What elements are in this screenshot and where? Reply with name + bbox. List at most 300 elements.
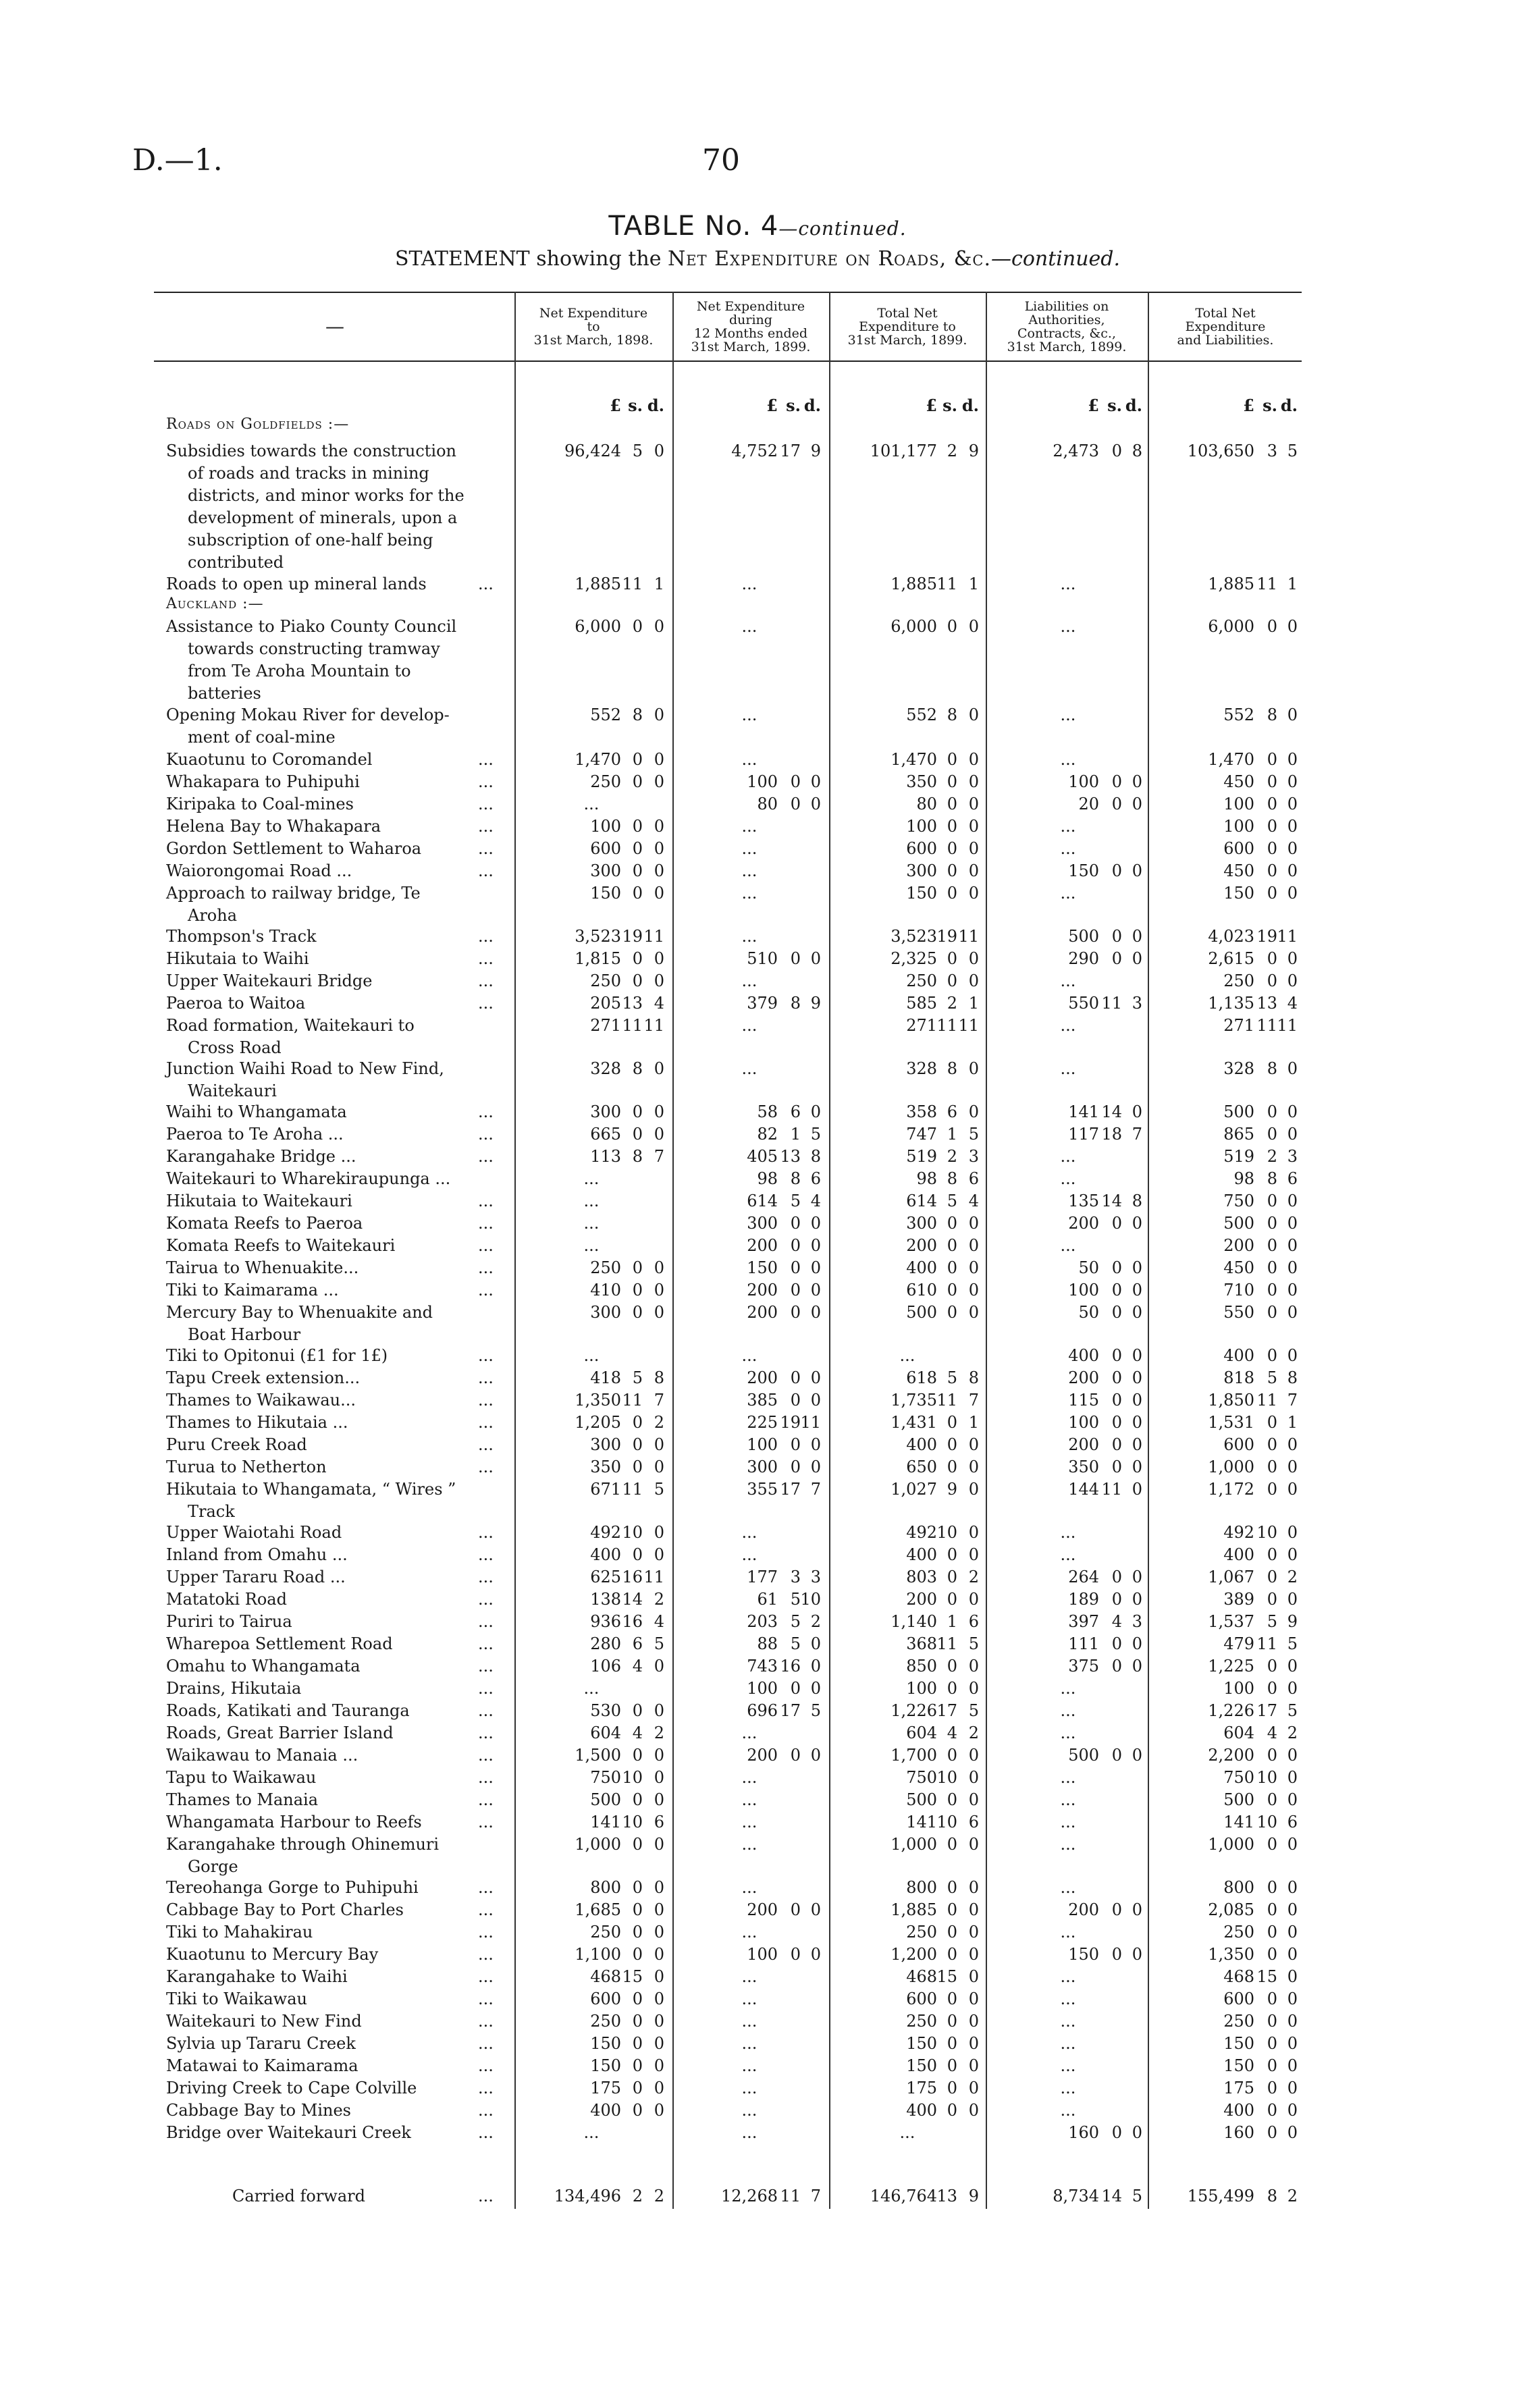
section-auckland: Auckland :— [166, 595, 264, 612]
col3-pounds: 610 [906, 1281, 937, 1300]
col5-pence: 5 [1287, 442, 1298, 460]
col5-pence: 1 [1287, 1413, 1298, 1432]
col5-pence: 0 [1287, 1923, 1298, 1942]
row-description: Helena Bay to Whakapara [166, 817, 381, 836]
col4-shillings: 0 [1111, 1746, 1122, 1765]
col3-shillings: 6 [947, 1102, 957, 1121]
col1-shillings: 0 [632, 1923, 643, 1942]
col4-nil: ... [1060, 884, 1076, 903]
col3-pence: 0 [968, 750, 979, 769]
col2-pence: 0 [810, 1102, 821, 1121]
col5-pounds: 200 [1223, 1236, 1254, 1255]
continuation-line: ment of coal-mine [188, 728, 336, 747]
col2-pence: 0 [810, 1900, 821, 1919]
col4-nil: ... [1060, 1059, 1076, 1078]
col4-nil: ... [1060, 2012, 1076, 2031]
col3-shillings: 0 [947, 2056, 957, 2075]
col3-shillings: 0 [947, 2034, 957, 2053]
col5-pounds: 2,615 [1208, 949, 1254, 968]
col4-nil: ... [1060, 1701, 1076, 1720]
col3-pence: 1 [968, 574, 979, 593]
col3-pence: 0 [968, 1435, 979, 1454]
col3-pounds: 803 [906, 1568, 937, 1586]
col5-shillings: 0 [1267, 1790, 1277, 1809]
total-col1-shillings: 2 [632, 2187, 643, 2205]
col1-shillings: 0 [632, 1258, 643, 1277]
col1-pounds: 800 [590, 1878, 621, 1897]
col5-pence: 0 [1287, 971, 1298, 990]
col4-nil: ... [1060, 2056, 1076, 2075]
col4-nil: ... [1060, 1989, 1076, 2008]
row-description: Komata Reefs to Paeroa [166, 1214, 363, 1233]
table-row [0, 1701, 1515, 1723]
col5-pounds: 500 [1223, 1102, 1254, 1121]
leader-dots: ... [478, 2123, 494, 2142]
leader-dots: ... [478, 2079, 494, 2097]
col3-shillings: 17 [936, 1701, 957, 1720]
col2-shillings: 1 [790, 1125, 801, 1144]
col4-pounds: 264 [1068, 1568, 1099, 1586]
table-row [0, 616, 1515, 639]
col4-shillings: 0 [1111, 1258, 1122, 1277]
col3-pounds: 3,523 [891, 927, 937, 946]
col1-shillings: 0 [632, 1457, 643, 1476]
col5-pence: 0 [1287, 1346, 1298, 1365]
table-title-main: TABLE No. 4 [608, 211, 779, 242]
col5-shillings: 11 [1256, 1391, 1277, 1410]
leader-dots: ... [478, 1346, 494, 1365]
col3-shillings: 0 [947, 1258, 957, 1277]
col4-pounds: 20 [1078, 795, 1099, 813]
col2-shillings: 16 [780, 1657, 801, 1676]
col3-shillings: 0 [947, 1281, 957, 1300]
col3-shillings: 5 [947, 1192, 957, 1210]
col1-pounds: 410 [590, 1281, 621, 1300]
col1-shillings: 0 [632, 2101, 643, 2120]
table-row [0, 1545, 1515, 1567]
col4-pence: 0 [1132, 1281, 1142, 1300]
col4-nil: ... [1060, 1169, 1076, 1188]
col5-shillings: 2 [1267, 1147, 1277, 1166]
col1-shillings: 5 [632, 1368, 643, 1387]
col1-shillings: 0 [632, 1878, 643, 1897]
col3-pounds: 100 [906, 817, 937, 836]
table-row [0, 1235, 1515, 1258]
col5-shillings: 0 [1267, 1435, 1277, 1454]
row-description: Tairua to Whenuakite... [166, 1258, 359, 1277]
row-description: Tiki to Mahakirau [166, 1923, 313, 1942]
col5-pence: 0 [1287, 1545, 1298, 1564]
col4-pence: 0 [1132, 1368, 1142, 1387]
col1-pounds: 400 [590, 2101, 621, 2120]
col3-pence: 0 [968, 1923, 979, 1942]
col1-shillings: 0 [632, 1746, 643, 1765]
col1-shillings: 0 [632, 949, 643, 968]
col4-pounds: 100 [1068, 1281, 1099, 1300]
col2-shillings: 0 [790, 949, 801, 968]
leader-dots: ... [478, 927, 494, 946]
col1-shillings: 8 [632, 705, 643, 724]
col3-pounds: 101,177 [870, 442, 937, 460]
col3-pounds: 750 [906, 1768, 937, 1787]
col5-shillings: 0 [1267, 1281, 1277, 1300]
table-row [0, 993, 1515, 1015]
col5-pence: 11 [1277, 1016, 1298, 1035]
col2-pence: 2 [810, 1612, 821, 1631]
row-description: Cabbage Bay to Port Charles [166, 1900, 404, 1919]
col2-nil: ... [741, 1923, 758, 1942]
col5-pence: 0 [1287, 1746, 1298, 1765]
pound-unit: £ [610, 396, 621, 415]
col3-shillings: 9 [947, 1480, 957, 1499]
table-row [0, 1989, 1515, 2011]
col3-pounds: 800 [906, 1878, 937, 1897]
col4-shillings: 0 [1111, 1391, 1122, 1410]
col5-shillings: 0 [1267, 2056, 1277, 2075]
col5-pence: 0 [1287, 1059, 1298, 1078]
col3-shillings: 8 [947, 1169, 957, 1188]
col1-pounds: 1,685 [575, 1900, 621, 1919]
row-description: Turua to Netherton [166, 1457, 327, 1476]
col3-pounds: 200 [906, 1590, 937, 1609]
col4-nil: ... [1060, 2101, 1076, 2120]
col4-pence: 0 [1132, 795, 1142, 813]
col2-pence: 0 [810, 1214, 821, 1233]
header-col2: Net Expenditure during 12 Months ended 31st March, 1899. [691, 299, 811, 354]
col1-pence: 0 [654, 1125, 664, 1144]
table-row [0, 1457, 1515, 1479]
col3-pence: 6 [968, 1612, 979, 1631]
col2-nil: ... [741, 2034, 758, 2053]
col2-nil: ... [741, 750, 758, 769]
col1-pence: 11 [643, 1568, 664, 1586]
col2-pounds: 203 [747, 1612, 778, 1631]
col5-pence: 0 [1287, 1900, 1298, 1919]
col5-shillings: 13 [1256, 994, 1277, 1013]
col5-pence: 0 [1287, 1657, 1298, 1676]
col1-pounds: 1,000 [575, 1835, 621, 1854]
col3-pounds: 300 [906, 1214, 937, 1233]
col4-pence: 0 [1132, 1214, 1142, 1233]
header-col1: Net Expenditure to 31st March, 1898. [533, 306, 654, 348]
col5-pence: 0 [1287, 861, 1298, 880]
col3-pence: 0 [968, 1281, 979, 1300]
col1-pounds: 138 [590, 1590, 621, 1609]
col4-shillings: 14 [1101, 1192, 1122, 1210]
col3-pence: 0 [968, 1236, 979, 1255]
col5-pounds: 492 [1223, 1523, 1254, 1542]
col3-pence: 0 [968, 817, 979, 836]
col5-pounds: 400 [1223, 1346, 1254, 1365]
leader-dots: ... [478, 2101, 494, 2120]
row-description: Drains, Hikutaia [166, 1679, 302, 1698]
col5-pounds: 450 [1223, 772, 1254, 791]
col5-pounds: 141 [1223, 1813, 1254, 1831]
col5-pounds: 250 [1223, 1923, 1254, 1942]
leader-dots: ... [478, 1945, 494, 1964]
row-description: Matatoki Road [166, 1590, 287, 1609]
col4-pence: 0 [1132, 1945, 1142, 1964]
carried-forward-label: Carried forward [232, 2187, 365, 2205]
col1-pounds: 300 [590, 1303, 621, 1322]
col3-pounds: 1,885 [891, 1900, 937, 1919]
col5-pounds: 750 [1223, 1768, 1254, 1787]
leader-dots: ... [478, 1923, 494, 1942]
col3-shillings: 0 [947, 1657, 957, 1676]
col3-shillings: 0 [947, 839, 957, 858]
col5-pence: 6 [1287, 1169, 1298, 1188]
col3-pence: 5 [968, 1701, 979, 1720]
col5-shillings: 8 [1267, 705, 1277, 724]
col5-shillings: 0 [1267, 1125, 1277, 1144]
col5-pounds: 1,000 [1208, 1457, 1254, 1476]
col3-pence: 0 [968, 2056, 979, 2075]
col1-pence: 4 [654, 994, 664, 1013]
leader-dots: ... [478, 1102, 494, 1121]
col5-pence: 0 [1287, 1102, 1298, 1121]
col1-shillings: 8 [632, 1147, 643, 1166]
col3-shillings: 1 [947, 1125, 957, 1144]
col1-shillings: 0 [632, 772, 643, 791]
table-row [0, 1390, 1515, 1412]
col4-pence: 0 [1132, 2123, 1142, 2142]
col2-pounds: 355 [747, 1480, 778, 1499]
col1-shillings: 4 [632, 1657, 643, 1676]
col5-pence: 2 [1287, 1723, 1298, 1742]
col1-shillings: 6 [632, 1634, 643, 1653]
col1-shillings: 11 [622, 1391, 643, 1410]
col3-shillings: 0 [947, 861, 957, 880]
col5-pounds: 100 [1223, 1679, 1254, 1698]
row-description: Roads, Katikati and Tauranga [166, 1701, 410, 1720]
col3-pence: 0 [968, 772, 979, 791]
col1-shillings: 0 [632, 617, 643, 636]
col4-nil: ... [1060, 1967, 1076, 1986]
col1-pounds: 300 [590, 861, 621, 880]
row-description: Whangamata Harbour to Reefs [166, 1813, 422, 1831]
col3-pounds: 358 [906, 1102, 937, 1121]
leader-dots: ... [478, 1813, 494, 1831]
col2-pounds: 150 [747, 1258, 778, 1277]
col3-shillings: 0 [947, 971, 957, 990]
col5-pence: 0 [1287, 1878, 1298, 1897]
col2-shillings: 5 [790, 1590, 801, 1609]
leader-dots: ... [478, 1214, 494, 1233]
col3-pence: 0 [968, 1768, 979, 1787]
col4-nil: ... [1060, 750, 1076, 769]
col2-nil: ... [741, 817, 758, 836]
col4-pounds: 200 [1068, 1435, 1099, 1454]
col5-pounds: 150 [1223, 884, 1254, 903]
col2-nil: ... [741, 574, 758, 593]
table-row [0, 1767, 1515, 1790]
table-row [0, 1412, 1515, 1435]
col3-shillings: 0 [947, 1878, 957, 1897]
table-row [0, 861, 1515, 883]
col3-pounds: 98 [916, 1169, 937, 1188]
table-row [0, 1191, 1515, 1213]
col1-pence: 0 [654, 1746, 664, 1765]
table-row [0, 1790, 1515, 1812]
col1-shillings: 0 [632, 1900, 643, 1919]
col5-pounds: 400 [1223, 1545, 1254, 1564]
total-col4-shillings: 14 [1101, 2187, 1122, 2205]
row-description: Matawai to Kaimarama [166, 2056, 358, 2075]
col5-pence: 11 [1277, 927, 1298, 946]
col1-pence: 11 [643, 1016, 664, 1035]
col1-shillings: 0 [632, 1281, 643, 1300]
col5-shillings: 0 [1267, 1192, 1277, 1210]
col5-shillings: 11 [1256, 1634, 1277, 1653]
col5-pence: 0 [1287, 1590, 1298, 1609]
col4-pence: 3 [1132, 994, 1142, 1013]
table-row [0, 1634, 1515, 1656]
col2-pounds: 743 [747, 1657, 778, 1676]
leader-dots: ... [478, 2034, 494, 2053]
row-description: Approach to railway bridge, Te [166, 884, 421, 903]
page-number: 70 [702, 143, 740, 178]
leader-dots: ... [478, 817, 494, 836]
col1-pounds: 3,523 [575, 927, 621, 946]
row-description: Assistance to Piako County Council [166, 617, 457, 636]
col3-pounds: 614 [906, 1192, 937, 1210]
col1-pence: 5 [654, 1480, 664, 1499]
row-description: Paeroa to Te Aroha ... [166, 1125, 344, 1144]
col5-pounds: 6,000 [1208, 617, 1254, 636]
table-row [0, 1368, 1515, 1390]
col3-shillings: 5 [947, 1368, 957, 1387]
col1-pence: 0 [654, 2056, 664, 2075]
col3-pence: 0 [968, 1214, 979, 1233]
col2-pounds: 80 [757, 795, 778, 813]
col3-pence: 0 [968, 949, 979, 968]
col3-pounds: 747 [906, 1125, 937, 1144]
table-row [0, 2122, 1515, 2145]
col2-shillings: 0 [790, 1214, 801, 1233]
table-row [0, 1656, 1515, 1678]
col5-pounds: 800 [1223, 1878, 1254, 1897]
col4-pence: 0 [1132, 1413, 1142, 1432]
col4-nil: ... [1060, 1147, 1076, 1166]
col5-pounds: 271 [1223, 1016, 1254, 1035]
col5-pounds: 479 [1223, 1634, 1254, 1653]
col5-pence: 2 [1287, 1568, 1298, 1586]
col5-shillings: 0 [1267, 1214, 1277, 1233]
table-row [0, 1302, 1515, 1325]
table-row [0, 749, 1515, 772]
col5-shillings: 0 [1267, 1657, 1277, 1676]
table-header-rule [154, 360, 1302, 362]
col2-pence: 11 [800, 1413, 821, 1432]
continuation-line: Track [188, 1502, 235, 1521]
col5-pounds: 750 [1223, 1192, 1254, 1210]
pence-unit: d. [1280, 396, 1298, 415]
col3-pence: 2 [968, 1723, 979, 1742]
col3-pence: 9 [968, 442, 979, 460]
col3-nil: ... [899, 1346, 915, 1365]
col1-pounds: 205 [590, 994, 621, 1013]
col2-nil: ... [741, 1813, 758, 1831]
table-row [0, 1169, 1515, 1191]
col5-pounds: 389 [1223, 1590, 1254, 1609]
col1-shillings: 5 [632, 442, 643, 460]
continuation-line: of roads and tracks in mining [188, 464, 429, 483]
col1-shillings: 19 [622, 927, 643, 946]
col4-pounds: 160 [1068, 2123, 1099, 2142]
col5-pounds: 1,885 [1208, 574, 1254, 593]
continuation-line: Waitekauri [188, 1081, 277, 1100]
table-row [0, 883, 1515, 905]
col3-pounds: 150 [906, 2034, 937, 2053]
col1-shillings: 0 [632, 1701, 643, 1720]
col2-shillings: 0 [790, 1258, 801, 1277]
col5-pounds: 2,085 [1208, 1900, 1254, 1919]
col5-pounds: 450 [1223, 1258, 1254, 1277]
continuation-line: towards constructing tramway [188, 639, 440, 658]
leader-dots: ... [478, 2187, 494, 2205]
row-description: Komata Reefs to Waitekauri [166, 1236, 396, 1255]
row-description: Tiki to Waikawau [166, 1989, 307, 2008]
col3-pence: 0 [968, 884, 979, 903]
col1-pounds: 1,885 [575, 574, 621, 593]
col2-shillings: 19 [780, 1413, 801, 1432]
col1-shillings: 13 [622, 994, 643, 1013]
col4-pounds: 200 [1068, 1368, 1099, 1387]
col1-pence: 2 [654, 1723, 664, 1742]
leader-dots: ... [478, 772, 494, 791]
col1-pence: 0 [654, 442, 664, 460]
col3-pence: 0 [968, 1590, 979, 1609]
col2-pence: 6 [810, 1169, 821, 1188]
col5-pence: 0 [1287, 1989, 1298, 2008]
col5-pence: 6 [1287, 1813, 1298, 1831]
col1-pounds: 250 [590, 772, 621, 791]
col1-pounds: 328 [590, 1059, 621, 1078]
row-description: Sylvia up Tararu Creek [166, 2034, 356, 2053]
col2-shillings: 17 [780, 1480, 801, 1499]
col3-pounds: 1,885 [891, 574, 937, 593]
col1-pence: 6 [654, 1813, 664, 1831]
col4-shillings: 0 [1111, 1303, 1122, 1322]
col5-pounds: 2,200 [1208, 1746, 1254, 1765]
col5-pence: 0 [1287, 1679, 1298, 1698]
col5-shillings: 0 [1267, 772, 1277, 791]
col3-pence: 5 [968, 1634, 979, 1653]
col2-nil: ... [741, 1016, 758, 1035]
col1-pounds: 250 [590, 2012, 621, 2031]
row-description: Upper Waiotahi Road [166, 1523, 342, 1542]
col4-pounds: 375 [1068, 1657, 1099, 1676]
col2-pence: 5 [810, 1701, 821, 1720]
col5-pence: 0 [1287, 2079, 1298, 2097]
col5-shillings: 0 [1267, 949, 1277, 968]
col4-pence: 0 [1132, 1435, 1142, 1454]
col1-pounds: 750 [590, 1768, 621, 1787]
leader-dots: ... [478, 795, 494, 813]
row-description: Tapu to Waikawau [166, 1768, 317, 1787]
row-description: Puriri to Tairua [166, 1612, 292, 1631]
col2-shillings: 0 [790, 1900, 801, 1919]
table-row [0, 1102, 1515, 1124]
table-row [0, 1124, 1515, 1146]
row-description: Wharepoa Settlement Road [166, 1634, 393, 1653]
col3-pounds: 585 [906, 994, 937, 1013]
leader-dots: ... [478, 1568, 494, 1586]
total-col2-shillings: 11 [780, 2187, 801, 2205]
col3-shillings: 0 [947, 2101, 957, 2120]
sheet-identifier: D.—1. [132, 143, 223, 178]
col2-pounds: 100 [747, 1945, 778, 1964]
